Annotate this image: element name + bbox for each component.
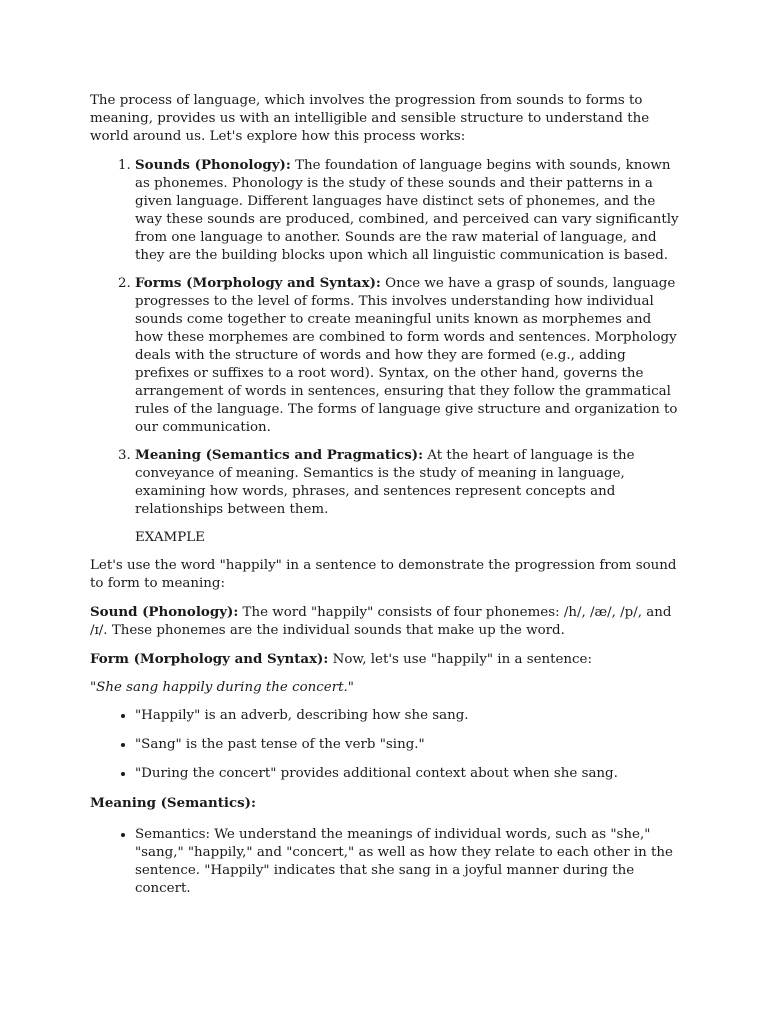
form-paragraph [90, 650, 680, 669]
list-item: • Semantics: We understand the meanings of individual words, such as "she," "sang," "happily," and "concert," as well as how they relate to each other in the sentence. "Happily" indicates that she sang in a joyful manner during the concert. [135, 826, 680, 898]
list-item-heading: Forms (Morphology and Syntax): [135, 275, 381, 291]
list-item-sounds [135, 156, 680, 265]
sound-heading: Sound (Phonology): [90, 604, 239, 620]
meaning-bullet-list [90, 826, 680, 898]
example-intro: Let's use the word "happily" in a sentence to demonstrate the progression from sound to form to meaning: [90, 558, 677, 591]
list-item-meaning [135, 446, 680, 519]
form-bullet-list [90, 707, 680, 783]
list-item-text: The foundation of language begins with sounds, known as phonemes. Phonology is the study of these sounds and their patterns in a given language. Different languages have distinct sets of phonemes, and the way these sounds are produced, combined, and perceived can vary significantly from one language to another. Sounds are the raw material of language, and they are the building blocks upon which all linguistic communication is based. [135, 158, 679, 263]
list-item: • "Sang" is the past tense of the verb "sing." [135, 736, 680, 754]
meaning-heading: Meaning (Semantics): [90, 795, 256, 811]
form-text: Now, let's use "happily" in a sentence: [328, 652, 592, 667]
list-item-text: At the heart of language is the conveyance of meaning. Semantics is the study of meaning in language, examining how words, phrases, and sentences represent concepts and relationships between them. [135, 448, 635, 517]
example-sentence: "She sang happily during the concert." [90, 680, 354, 695]
list-item-forms [135, 274, 680, 437]
example-label: EXAMPLE [135, 530, 205, 545]
list-item: • "During the concert" provides additional context about when she sang. [135, 765, 680, 783]
document-page [90, 92, 680, 909]
form-heading: Form (Morphology and Syntax): [90, 651, 329, 667]
sound-paragraph [90, 603, 680, 640]
sound-text: The word "happily" consists of four phonemes: /h/, /æ/, /p/, and /ɪ/. These phonemes are the individual sounds that make up the word. [90, 605, 672, 638]
list-item: • "Happily" is an adverb, describing how she sang. [135, 707, 680, 725]
list-item-heading: Meaning (Semantics and Pragmatics): [135, 447, 424, 463]
list-item-heading: Sounds (Phonology): [135, 157, 291, 173]
intro-paragraph: The process of language, which involves the progression from sounds to forms to meaning, provides us with an intelligible and sensible structure to understand the world around us. Let's explore how this process works: [90, 93, 650, 144]
list-item-text: Once we have a grasp of sounds, language progresses to the level of forms. This involves understanding how individual sounds come together to create meaningful units known as morphemes and how these morphemes are combined to form words and sentences. Morphology deals with the structure of words and how they are formed (e.g., adding prefixes or suffixes to a root word). Syntax, on the other hand, governs the arrangement of words in sentences, ensuring that they follow the grammatical rules of the language. The forms of language give structure and organization to our communication. [135, 276, 678, 435]
process-list [90, 156, 680, 519]
